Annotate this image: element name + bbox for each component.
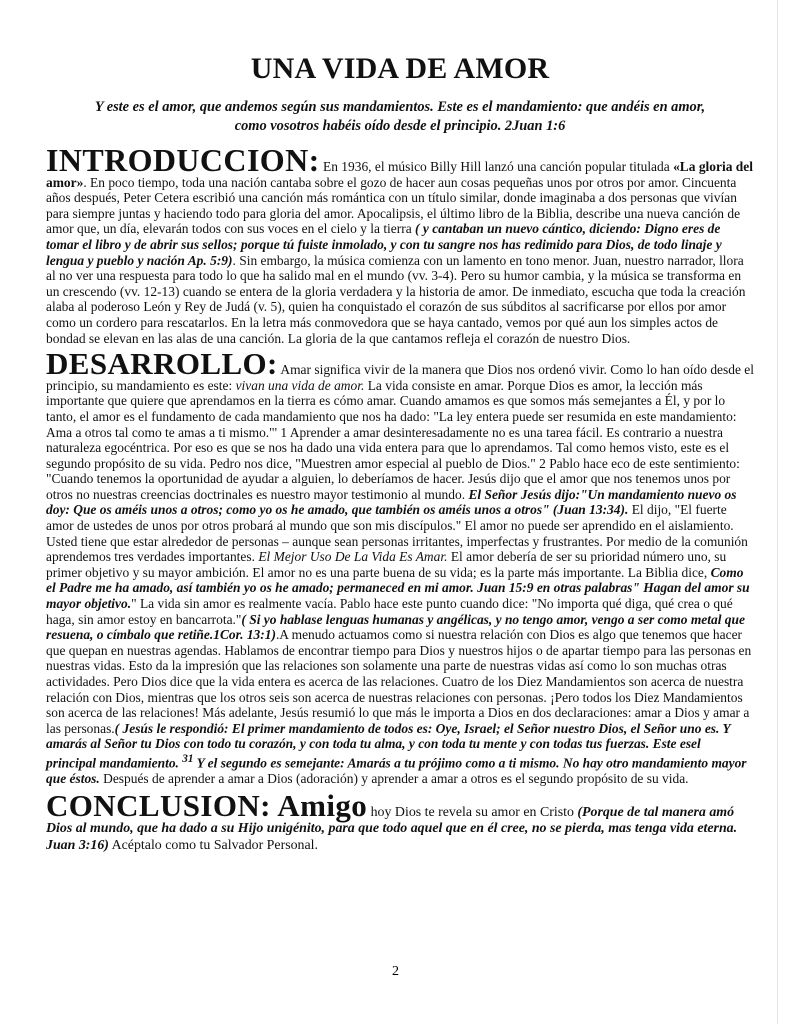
intro-text-2: . En poco tiempo, toda una nación cantaba sobre el gozo de hacer aun cosas pequeñas unos por otros por amor. Cincuenta años después, Peter Cetera escribió una canción más romántica con un título similar, donde imaginaba a dos personas que vivían para siempre juntas y haciendo todo para gloria del amor. Apocalipsis, el último libro de la Biblia, describe una nueva canción de amor que, un día, elevarán todos con sus voces en el cielo y la tierra <box>46 174 741 237</box>
conc-text-1: hoy Dios te revela su amor en Cristo <box>367 804 578 820</box>
des-text-7: Después de aprender a amar a Dios (adoración) y aprender a amar a otros es el segundo propósito de su vida. <box>99 771 689 787</box>
conclusion-paragraph <box>46 787 754 854</box>
des-verse-juan-13-34: El Señor Jesús dijo:"Un mandamiento nuevo os doy: Que os améis unos a otros; como yo os he amado, que también os améis unos a otros" (Juan 13:34). <box>46 486 737 518</box>
introduccion-paragraph <box>46 142 754 346</box>
desarrollo-heading: DESARROLLO: <box>46 346 278 382</box>
des-text-6: .A menudo actuamos como si nuestra relación con Dios es algo que tenemos que hacer que quepan en nuestras agendas. Hablamos de encontrar tiempo para Dios y nuestros hijos o de apartar tiempo para las personas en nuestras vidas. Esto da la impresión que las relaciones son solamente una parte de nuestras vidas así como lo son muchas otras actividades. Pero Dios dice que la vida entera es acerca de las relaciones. Cuatro de los Diez Mandamientos son acerca de nuestra relación con Dios, mientras que los otros seis son acerca de nuestras relaciones con personas. ¡Pero todos los Diez Mandamientos son acerca de las relaciones! Más adelante, Jesús resumió lo que más le importa a Dios en dos declaraciones: amar a Dios y amar a las personas. <box>46 627 752 736</box>
epigraph-verse <box>46 98 754 136</box>
des-italic-2: El Mejor Uso De La Vida Es Amar. <box>258 549 448 565</box>
des-text-2: La vida consiste en amar. Porque Dios es amor, la lección más importante que quiere que aprendamos en la tierra es cómo amar. Cuando amamos es que somos más semejantes a Él, y por lo tanto, el amor es el fundamento de cada mandamiento que nos ha dado: "La ley entera puede ser resumida en este mandamiento: Ama a otros tal como te amas a ti mismo."' 1 Aprender a amar desinteresadamente no es una tarea fácil. Es contrario a nuestra naturaleza egocéntrica. Por eso es que se nos ha dado una vida entera para que lo aprendamos. Tal como hemos visto, este es el segundo propósito de su vida. Pedro nos dice, "Muestren amor especial al pueblo de Dios." 2 Pablo hace eco de este sentimiento: "Cuando tenemos la oportunidad de ayudar a alguien, lo deberíamos de hacer. Jesús dijo que el amor que nos tenemos unos por otros no nuestras creencias doctrinales es nuestro mayor testimonio al mundo. <box>46 377 740 502</box>
page-number: 2 <box>392 964 399 979</box>
conc-verse-juan-3-16: (Porque de tal manera amó Dios al mundo, que ha dado a su Hijo unigénito, para que todo aquel que en él cree, no se pierda, mas tenga vida eterna. Juan 3:16) <box>46 804 738 853</box>
document-body <box>46 52 754 853</box>
page-edge <box>777 0 778 1024</box>
epigraph-line-2: como vosotros habéis oído desde el principio. 2Juan 1:6 <box>234 118 566 134</box>
des-text-4: El amor debería de ser su prioridad número uno, su primer objetivo y su mayor ambición. El amor no es una parte buena de su vida; es la parte más importante. La Biblia dice, <box>46 549 727 580</box>
desarrollo-paragraph <box>46 346 754 787</box>
conc-text-2: Acéptalo como tu Salvador Personal. <box>108 837 318 853</box>
des-verse-marcos-12-31: Y el segundo es semejante: Amarás a tu prójimo como a ti mismo. No hay otro mandamiento mayor que éstos. <box>46 755 747 787</box>
des-italic-1: vivan una vida de amor. <box>235 377 365 393</box>
des-verse-marcos-12-30: ( Jesús le respondió: El primer mandamiento de todos es: Oye, Israel; el Señor nuestro Dios, el Señor uno es. Y amarás al Señor tu Dios con todo tu corazón, y con toda tu alma, y con toda tu mente y con todas tus fuerzas. Este esel principal mandamiento. <box>46 720 731 771</box>
introduccion-heading: INTRODUCCION: <box>46 142 320 178</box>
page-title: UNA VIDA DE AMOR <box>250 52 550 85</box>
des-text-5: " La vida sin amor es realmente vacía. Pablo hace este punto cuando dice: "No importa qué diga, qué crea o qué haga, sin amor estoy en bancarrota." <box>46 596 733 627</box>
des-verse-number: 31 <box>182 752 194 765</box>
intro-verse-ap-5-9: ( y cantaban un nuevo cántico, diciendo: Digno eres de tomar el libro y de abrir sus sellos; porque tú fuiste inmolado, y con tu sangre nos has redimido para Dios, de todo linaje y lengua y pueblo y nación Ap. 5:9) <box>46 221 722 268</box>
conclusion-heading: CONCLUSION: Amigo <box>46 787 368 823</box>
intro-text-1: En 1936, el músico Billy Hill lanzó una canción popular titulada <box>319 159 674 174</box>
des-verse-juan-15-9: Como el Padre me ha amado, así también yo os he amado; permaneced en mi amor. Juan 15:9 en otras palabras" Hagan del amor su mayor objetivo. <box>46 564 750 612</box>
des-text-1: Amar significa vivir de la manera que Dios nos ordenó vivir. Como lo han oído desde el principio, su mandamiento es este: <box>46 362 754 393</box>
intro-song-title: «La gloria del amor» <box>46 159 753 190</box>
intro-text-3: . Sin embargo, la música comienza con un lamento en tono menor. Juan, nuestro narrador, llora al no ver una respuesta para todo lo que ha salido mal en el mundo (vv. 3-4). Pero su humor cambia, y la música se transforma en un crescendo (vv. 12-13) cuando se entera de la gloria verdadera y la historia de amor. De inmediato, escucha que toda la creación alaba al poderoso León y Rey de Judá (v. 5), quien ha conquistado el corazón de sus súbditos al sacrificarse por ellos por amor como un cordero para rescatarlos. En la letra más conmovedora que se haya cantado, vemos por qué aun los simples actos de bondad se elevan en las alas de una canción. La gloria de la que cantamos refleja el corazón de nuestro Dios. <box>46 252 746 346</box>
epigraph-line-1: Y este es el amor, que andemos según sus mandamientos. Este es el mandamiento: que andéis en amor, <box>94 99 706 115</box>
des-verse-1cor-13-1: ( Si yo hablase lenguas humanas y angélicas, y no tengo amor, vengo a ser como metal que resuena, o címbalo que retiñe.1Cor. 13:1) <box>46 611 745 643</box>
des-text-3: El dijo, "El fuerte amor de ustedes de unos por otros probará al mundo que son mis discípulos." El amor no puede ser aprendido en el aislamiento. Usted tiene que estar alrededor de personas – aunque sean personas irritantes, imperfectas y frustrantes. Por medio de la comunión aprendemos tres verdades importantes. <box>46 502 748 565</box>
